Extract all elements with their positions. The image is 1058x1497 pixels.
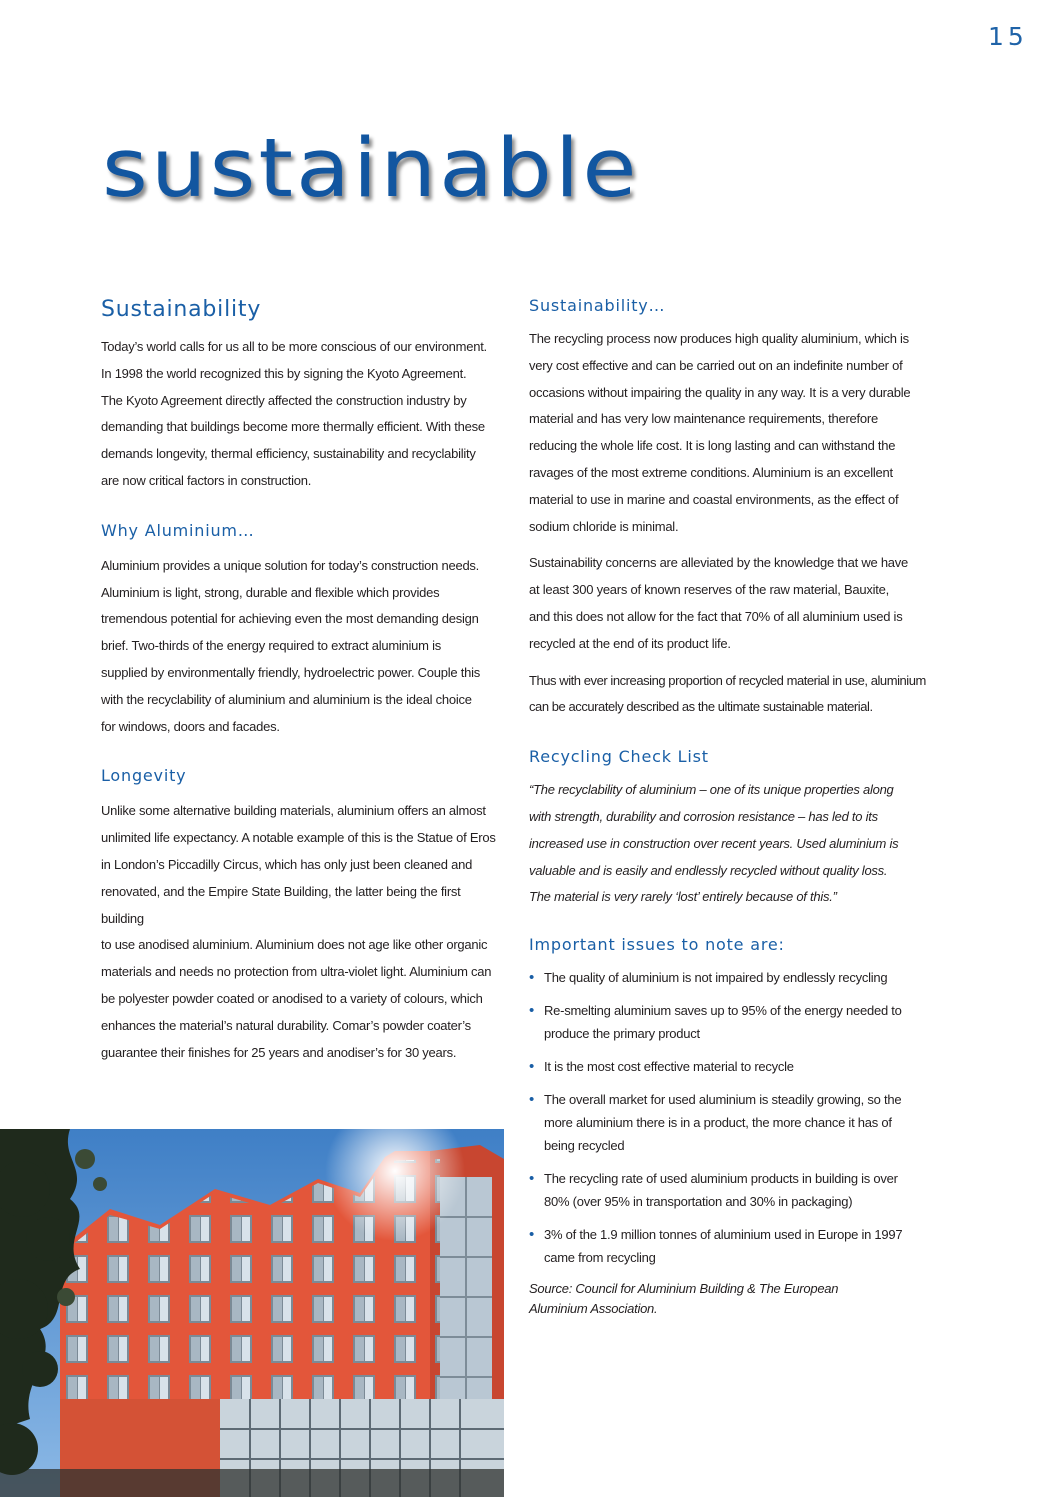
paragraph-recycling-process: The recycling process now produces high quality aluminium, which is very cost effective and can be carried out on an indefinite number of occasions without impairing the quality in any way. It is a very durable material and has very low maintenance requirements, therefore reducing the whole life cost. It is long lasting and can withstand the ravages of the most extreme conditions. Aluminium is an excellent material to use in marine and coastal environments, as the effect of sodium chloride is minimal. bbox=[529, 331, 911, 534]
bullet-icon: • bbox=[529, 1226, 535, 1244]
paragraph-why-aluminium: Aluminium provides a unique solution for today’s construction needs. Aluminium is light, strong, durable and flexible which provides tremendous potential for achieving even the most demanding design brief. Two-thirds of the energy required to extract aluminium is supplied by environmentally friendly, hydroelectric power. Couple this with the recyclability of aluminium and aluminium is the ideal choice for windows, doors and facades. bbox=[101, 557, 480, 734]
bullet-icon: • bbox=[529, 1170, 535, 1188]
paragraph-sustainability: Today’s world calls for us all to be more conscious of our environment. In 1998 the world recognized this by signing the Kyoto Agreement. The Kyoto Agreement directly affected the construction industry by demanding that buildings become more thermally efficient. With these demands longevity, thermal efficiency, sustainability and recyclability are now critical factors in construction. bbox=[101, 339, 487, 488]
paragraph-ultimate-sustainable: Thus with ever increasing proportion of recycled material in use, aluminium can be accurately described as the ultimate sustainable material. bbox=[529, 672, 926, 715]
issues-list bbox=[529, 966, 939, 1269]
list-item: • The quality of aluminium is not impaired by endlessly recycling bbox=[529, 966, 939, 989]
list-item: • The overall market for used aluminium is steadily growing, so the more aluminium there is in a product, the more chance it has of being recycled bbox=[529, 1088, 939, 1157]
heading-why-aluminium: Why Aluminium… bbox=[101, 520, 255, 540]
quote-recyclability: “The recyclability of aluminium – one of its unique properties along with strength, durability and corrosion resistance – has led to its increased use in construction over recent years. Used aluminium is valuable and is easily and endlessly recycled without quality loss. The material is very rarely ‘lost’ entirely because of this.” bbox=[529, 782, 899, 905]
building-photo bbox=[0, 1129, 504, 1497]
heading-sustainability-continued: Sustainability… bbox=[529, 296, 666, 315]
paragraph-bauxite-reserves: Sustainability concerns are alleviated by the knowledge that we have at least 300 years of known reserves of the raw material, Bauxite, and this does not allow for the fact that 70% of all aluminium used is recycled at the end of its product life. bbox=[529, 555, 909, 651]
bullet-icon: • bbox=[529, 969, 535, 987]
list-item: • Re-smelting aluminium saves up to 95% of the energy needed to produce the primary product bbox=[529, 999, 939, 1045]
source-citation: Source: Council for Aluminium Building & The European Aluminium Association. bbox=[529, 1281, 839, 1317]
heading-recycling-check-list: Recycling Check List bbox=[529, 747, 709, 767]
paragraph-longevity: Unlike some alternative building materials, aluminium offers an almost unlimited life expectancy. A notable example of this is the Statue of Eros in London’s Piccadilly Circus, which has only just been cleaned and renovated, and the Empire State Building, the latter being the first building to use anodised aluminium. Aluminium does not age like other organic materials and needs no protection from ultra-violet light. Aluminium can be polyester powder coated or anodised to a variety of colours, which enhances the material’s natural durability. Comar’s powder coater’s guarantee their finishes for 25 years and anodiser’s for 30 years. bbox=[101, 803, 496, 1060]
bullet-icon: • bbox=[529, 1058, 535, 1076]
list-item: • It is the most cost effective material to recycle bbox=[529, 1055, 939, 1078]
page-number: 15 bbox=[988, 22, 1028, 51]
heading-longevity: Longevity bbox=[101, 766, 187, 786]
bullet-icon: • bbox=[529, 1091, 535, 1109]
right-column bbox=[529, 296, 939, 1319]
bullet-icon: • bbox=[529, 1002, 535, 1020]
page-title: sustainable bbox=[102, 120, 640, 216]
building-photo-icon bbox=[0, 1129, 504, 1497]
left-column bbox=[101, 297, 506, 1066]
list-item: • 3% of the 1.9 million tonnes of aluminium used in Europe in 1997 came from recycling bbox=[529, 1223, 939, 1269]
heading-sustainability: Sustainability bbox=[101, 297, 262, 322]
list-item: • The recycling rate of used aluminium products in building is over 80% (over 95% in transportation and 30% in packaging) bbox=[529, 1167, 939, 1213]
heading-important-issues: Important issues to note are: bbox=[529, 935, 785, 955]
